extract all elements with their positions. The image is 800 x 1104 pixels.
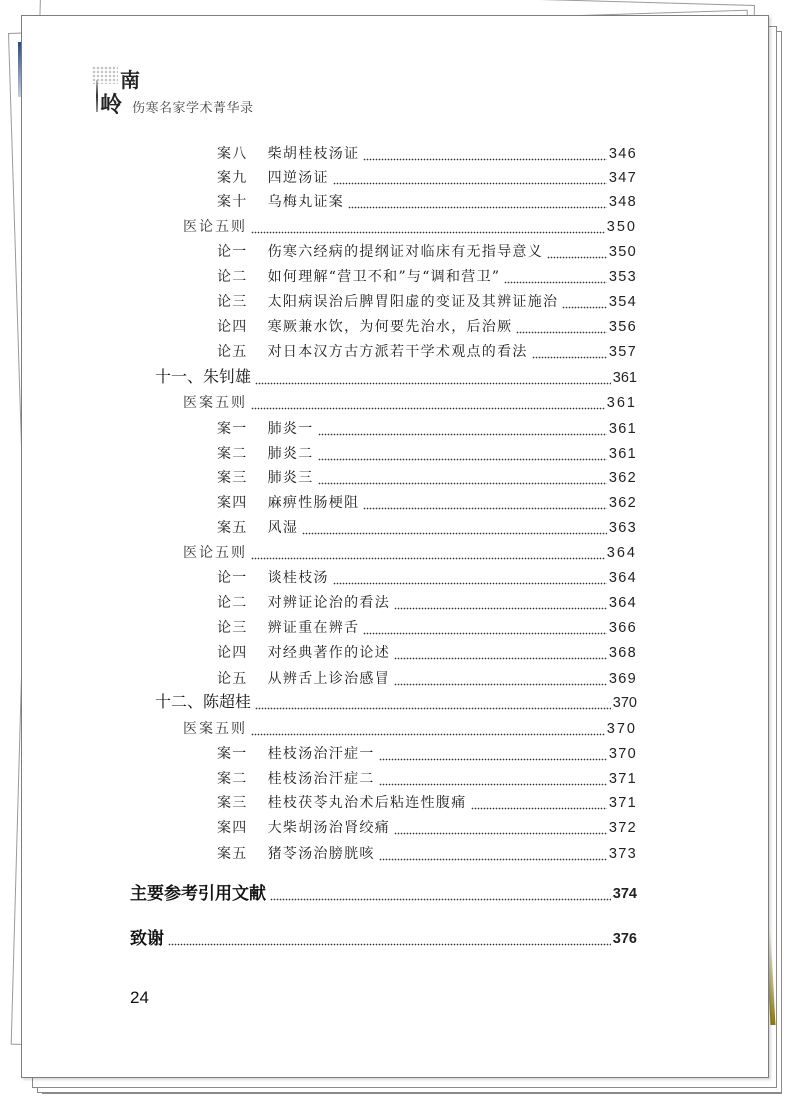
toc-entry-title: 十一、朱钊雄: [155, 369, 252, 386]
toc-entry-number: 案五: [217, 520, 248, 536]
toc-entry-title: 柴胡桂枝汤证: [267, 146, 360, 162]
toc-entry-number: 案三: [217, 470, 248, 486]
toc-entry[interactable]: [217, 418, 637, 440]
toc-entry[interactable]: [183, 542, 637, 564]
dot-leader: [270, 883, 611, 905]
toc-entry[interactable]: [217, 291, 637, 313]
toc-entry[interactable]: [183, 392, 637, 414]
toc-page-number: 371: [608, 771, 637, 787]
toc-page-number: 368: [608, 645, 637, 661]
toc-entry-number: 论四: [217, 645, 248, 661]
toc-page-number: 362: [608, 470, 637, 486]
toc-entry[interactable]: [217, 443, 637, 465]
toc-page-number: 356: [608, 319, 637, 335]
toc-entry[interactable]: [217, 143, 637, 165]
toc-page-number: 366: [608, 620, 637, 636]
dot-leader: [318, 443, 607, 465]
toc-page-number: 348: [608, 194, 637, 210]
toc-page-number: 353: [608, 269, 637, 285]
toc-entry[interactable]: [217, 792, 637, 814]
logo-char-ling: 岭: [100, 92, 123, 118]
dot-leader: [318, 467, 607, 489]
dot-leader: [333, 567, 607, 589]
toc-entry[interactable]: [217, 642, 637, 664]
toc-page-number: 376: [612, 931, 637, 947]
toc-entry[interactable]: [217, 316, 637, 338]
toc-entry-number: 案三: [217, 795, 248, 811]
toc-entry-title: 致谢: [130, 929, 164, 948]
dot-leader: [379, 743, 607, 765]
toc-entry-title: 谈桂枝汤: [267, 570, 329, 586]
toc-page-number: 373: [608, 846, 637, 862]
toc-entry-number: 论二: [217, 269, 248, 285]
toc-entry-title: 大柴胡汤治肾绞痛: [267, 820, 391, 836]
toc-entry[interactable]: [217, 167, 637, 189]
toc-entry-number: 案九: [217, 170, 248, 186]
dot-leader: [251, 542, 605, 564]
toc-page-number: 346: [608, 146, 637, 162]
toc-entry[interactable]: [217, 843, 637, 865]
dot-leader: [251, 392, 605, 414]
dot-leader: [168, 928, 611, 950]
dot-leader: [471, 792, 607, 814]
toc-entry-number: 论一: [217, 244, 248, 260]
toc-entry-title: 太阳病误治后脾胃阳虚的变证及其辨证施治: [267, 294, 559, 310]
toc-entry[interactable]: [217, 817, 637, 839]
toc-entry[interactable]: [130, 928, 637, 950]
toc-entry-number: 案二: [217, 771, 248, 787]
toc-page-number: 362: [608, 495, 637, 511]
toc-entry[interactable]: [155, 692, 637, 714]
toc-entry-title: 乌梅丸证案: [267, 194, 345, 210]
toc-entry-title: 桂枝汤治汗症一: [267, 746, 375, 762]
toc-entry-title: 医论五则: [183, 545, 247, 561]
toc-entry-title: 肺炎一: [267, 421, 314, 437]
toc-entry-title: 对辨证论治的看法: [267, 595, 391, 611]
toc-page-number: 347: [608, 170, 637, 186]
toc-entry-number: 案二: [217, 446, 248, 462]
dot-leader: [562, 291, 607, 313]
toc-entry-title: 辨证重在辨舌: [267, 620, 360, 636]
dot-leader: [333, 167, 607, 189]
toc-entry-title: 医案五则: [183, 395, 247, 411]
toc-entry-title: 如何理解“营卫不和”与“调和营卫”: [267, 269, 501, 285]
dot-leader: [504, 266, 607, 288]
toc-page-number: 364: [608, 570, 637, 586]
toc-entry-title: 四逆汤证: [267, 170, 329, 186]
toc-entry[interactable]: [217, 592, 637, 614]
toc-entry[interactable]: [217, 241, 637, 263]
toc-entry[interactable]: [217, 768, 637, 790]
toc-page-number: 374: [612, 886, 637, 902]
toc-page-number: 361: [606, 395, 637, 411]
toc-entry[interactable]: [217, 341, 637, 363]
dot-leader: [363, 617, 606, 639]
toc-page-number: 364: [606, 545, 637, 561]
dot-leader: [348, 191, 607, 213]
toc-page-number: 369: [608, 671, 637, 687]
dot-leader: [379, 843, 607, 865]
toc-entry-number: 论五: [217, 671, 248, 687]
toc-entry-title: 伤寒六经病的提纲证对临床有无指导意义: [267, 244, 544, 260]
toc-entry[interactable]: [217, 617, 637, 639]
dot-leader: [255, 367, 611, 389]
toc-entry[interactable]: [217, 567, 637, 589]
toc-page-number: 357: [608, 344, 637, 360]
toc-entry[interactable]: [217, 191, 637, 213]
logo-brush-stroke: [96, 80, 98, 112]
toc-entry-title: 对经典著作的论述: [267, 645, 391, 661]
toc-page-number: 350: [608, 244, 637, 260]
toc-entry-number: 论二: [217, 595, 248, 611]
dot-leader: [394, 642, 607, 664]
toc-entry-title: 桂枝汤治汗症二: [267, 771, 375, 787]
logo-char-nan: 南: [120, 68, 140, 92]
toc-entry[interactable]: [217, 668, 637, 690]
toc-page-number: 372: [608, 820, 637, 836]
toc-page-number: 361: [612, 370, 637, 386]
dot-leader: [516, 316, 606, 338]
dot-leader: [363, 143, 606, 165]
toc-entry-title: 寒厥兼水饮，为何要先治水，后治厥: [267, 319, 513, 335]
dot-leader: [363, 492, 606, 514]
toc-entry-number: 论四: [217, 319, 248, 335]
toc-page-number: 361: [608, 421, 637, 437]
toc-page-number: 354: [608, 294, 637, 310]
toc-entry-title: 桂枝茯苓丸治术后粘连性腹痛: [267, 795, 467, 811]
toc-entry[interactable]: [130, 883, 637, 905]
toc-entry-title: 从辨舌上诊治感冒: [267, 671, 391, 687]
toc-page-number: 361: [608, 446, 637, 462]
toc-entry-title: 麻痹性肠梗阻: [267, 495, 360, 511]
dot-leader: [255, 692, 611, 714]
toc-entry-title: 肺炎二: [267, 446, 314, 462]
toc-entry-title: 猪苓汤治膀胱咳: [267, 846, 375, 862]
dot-leader: [547, 241, 607, 263]
toc-page-number: 363: [608, 520, 637, 536]
toc-entry[interactable]: [155, 367, 637, 389]
dot-leader: [394, 592, 607, 614]
toc-entry-number: 论一: [217, 570, 248, 586]
page-number: 24: [130, 988, 149, 1007]
dot-leader: [532, 341, 607, 363]
toc-page-number: 370: [612, 695, 637, 711]
toc-entry-number: 论三: [217, 620, 248, 636]
toc-entry-title: 十二、陈超桂: [155, 694, 252, 711]
toc-page-number: 371: [608, 795, 637, 811]
dot-leader: [318, 418, 607, 440]
toc-entry[interactable]: [217, 266, 637, 288]
toc-entry-number: 案八: [217, 146, 248, 162]
dot-leader: [251, 216, 605, 238]
toc-entry-number: 论五: [217, 344, 248, 360]
toc-entry-number: 案四: [217, 495, 248, 511]
toc-entry-number: 案一: [217, 421, 248, 437]
toc-page-number: 350: [606, 219, 637, 235]
toc-entry-number: 案四: [217, 820, 248, 836]
toc-entry-title: 主要参考引用文献: [130, 884, 266, 903]
dot-leader: [302, 517, 607, 539]
toc-page-number: 364: [608, 595, 637, 611]
toc-entry-title: 风湿: [267, 520, 299, 536]
toc-entry[interactable]: [217, 743, 637, 765]
toc-entry-title: 医论五则: [183, 219, 247, 235]
toc-entry-number: 案五: [217, 846, 248, 862]
toc-entry[interactable]: [183, 718, 637, 740]
toc-entry-number: 案一: [217, 746, 248, 762]
toc-page-number: 370: [608, 746, 637, 762]
toc-page-number: 370: [606, 721, 637, 737]
toc-entry-title: 对日本汉方古方派若干学术观点的看法: [267, 344, 528, 360]
toc-entry-number: 案十: [217, 194, 248, 210]
toc-entry[interactable]: [217, 492, 637, 514]
toc-entry[interactable]: [217, 467, 637, 489]
dot-leader: [251, 718, 605, 740]
dot-leader: [394, 668, 607, 690]
dot-leader: [394, 817, 607, 839]
dot-leader: [379, 768, 607, 790]
toc-entry-number: 论三: [217, 294, 248, 310]
toc-entry-title: 医案五则: [183, 721, 247, 737]
toc-entry[interactable]: [183, 216, 637, 238]
toc-entry-title: 肺炎三: [267, 470, 314, 486]
toc-entry[interactable]: [217, 517, 637, 539]
series-title: 伤寒名家学术菁华录: [132, 101, 254, 116]
